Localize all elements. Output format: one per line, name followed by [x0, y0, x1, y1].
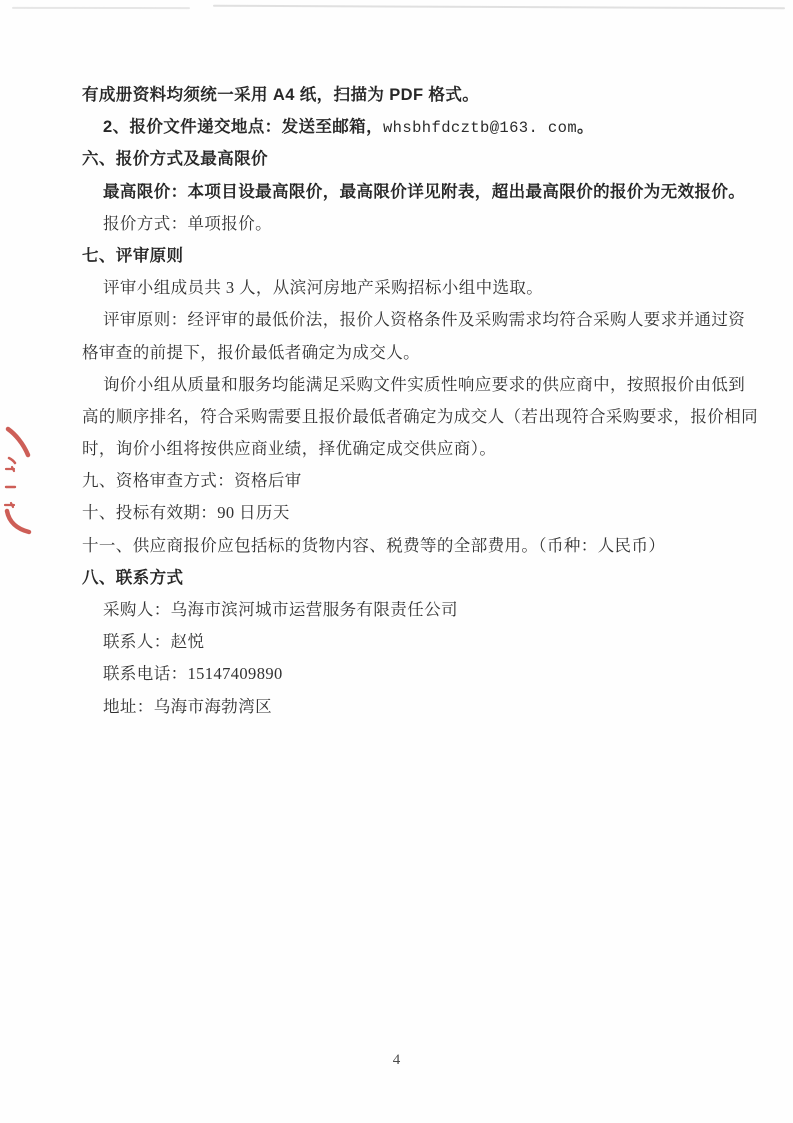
- text-line-10: 询价小组从质量和服务均能满足采购文件实质性响应要求的供应商中，按照报价由低到: [103, 374, 746, 394]
- text-line-12: 时，询价小组将按供应商业绩，择优确定成交供应商）。: [82, 439, 497, 459]
- text-line-6: 七、评审原则: [82, 246, 184, 265]
- red-stamp-fragment: [0, 424, 38, 540]
- page-number: 4: [392, 1052, 401, 1068]
- text-line-18: 联系人：赵悦: [103, 632, 205, 652]
- text-line-11: 高的顺序排名，符合采购需要且报价最低者确定为成交人（若出现符合采购要求，报价相同: [82, 406, 758, 426]
- text-line-16: 八、联系方式: [82, 568, 184, 587]
- text-run: 。: [577, 118, 594, 137]
- document-body: [82, 79, 757, 723]
- text-run: 2、报价文件递交地点：发送至邮箱，: [103, 118, 383, 137]
- text-line-5: 报价方式：单项报价。: [103, 213, 272, 233]
- text-line-20: 地址：乌海市海勃湾区: [103, 696, 272, 716]
- scan-artifact-line-left: [12, 7, 190, 9]
- text-line-15: 十一、供应商报价应包括标的货物内容、税费等的全部费用。（币种：人民币）: [82, 535, 666, 555]
- text-line-9: 格审查的前提下，报价最低者确定为成交人。: [82, 342, 420, 362]
- scan-artifact-line-right: [213, 5, 785, 9]
- text-line-14: 十、投标有效期：90 日历天: [82, 503, 290, 523]
- text-line-3: 六、报价方式及最高限价: [82, 150, 268, 169]
- text-line-4: 最高限价：本项目设最高限价，最高限价详见附表，超出最高限价的报价为无效报价。: [103, 182, 746, 201]
- text-line-1: 有成册资料均须统一采用 A4 纸，扫描为 PDF 格式。: [82, 86, 480, 104]
- text-line-19: 联系电话：15147409890: [103, 664, 283, 684]
- text-line-8: 评审原则：经评审的最低价法，报价人资格条件及采购需求均符合采购人要求并通过资: [103, 310, 746, 330]
- text-line-13: 九、资格审查方式：资格后审: [82, 471, 302, 491]
- email-text: whsbhfdcztb@163. com: [382, 119, 578, 138]
- text-line-2: [82, 111, 757, 143]
- text-line-17: 采购人：乌海市滨河城市运营服务有限责任公司: [103, 600, 458, 619]
- text-line-7: 评审小组成员共 3 人，从滨河房地产采购招标小组中选取。: [103, 278, 544, 298]
